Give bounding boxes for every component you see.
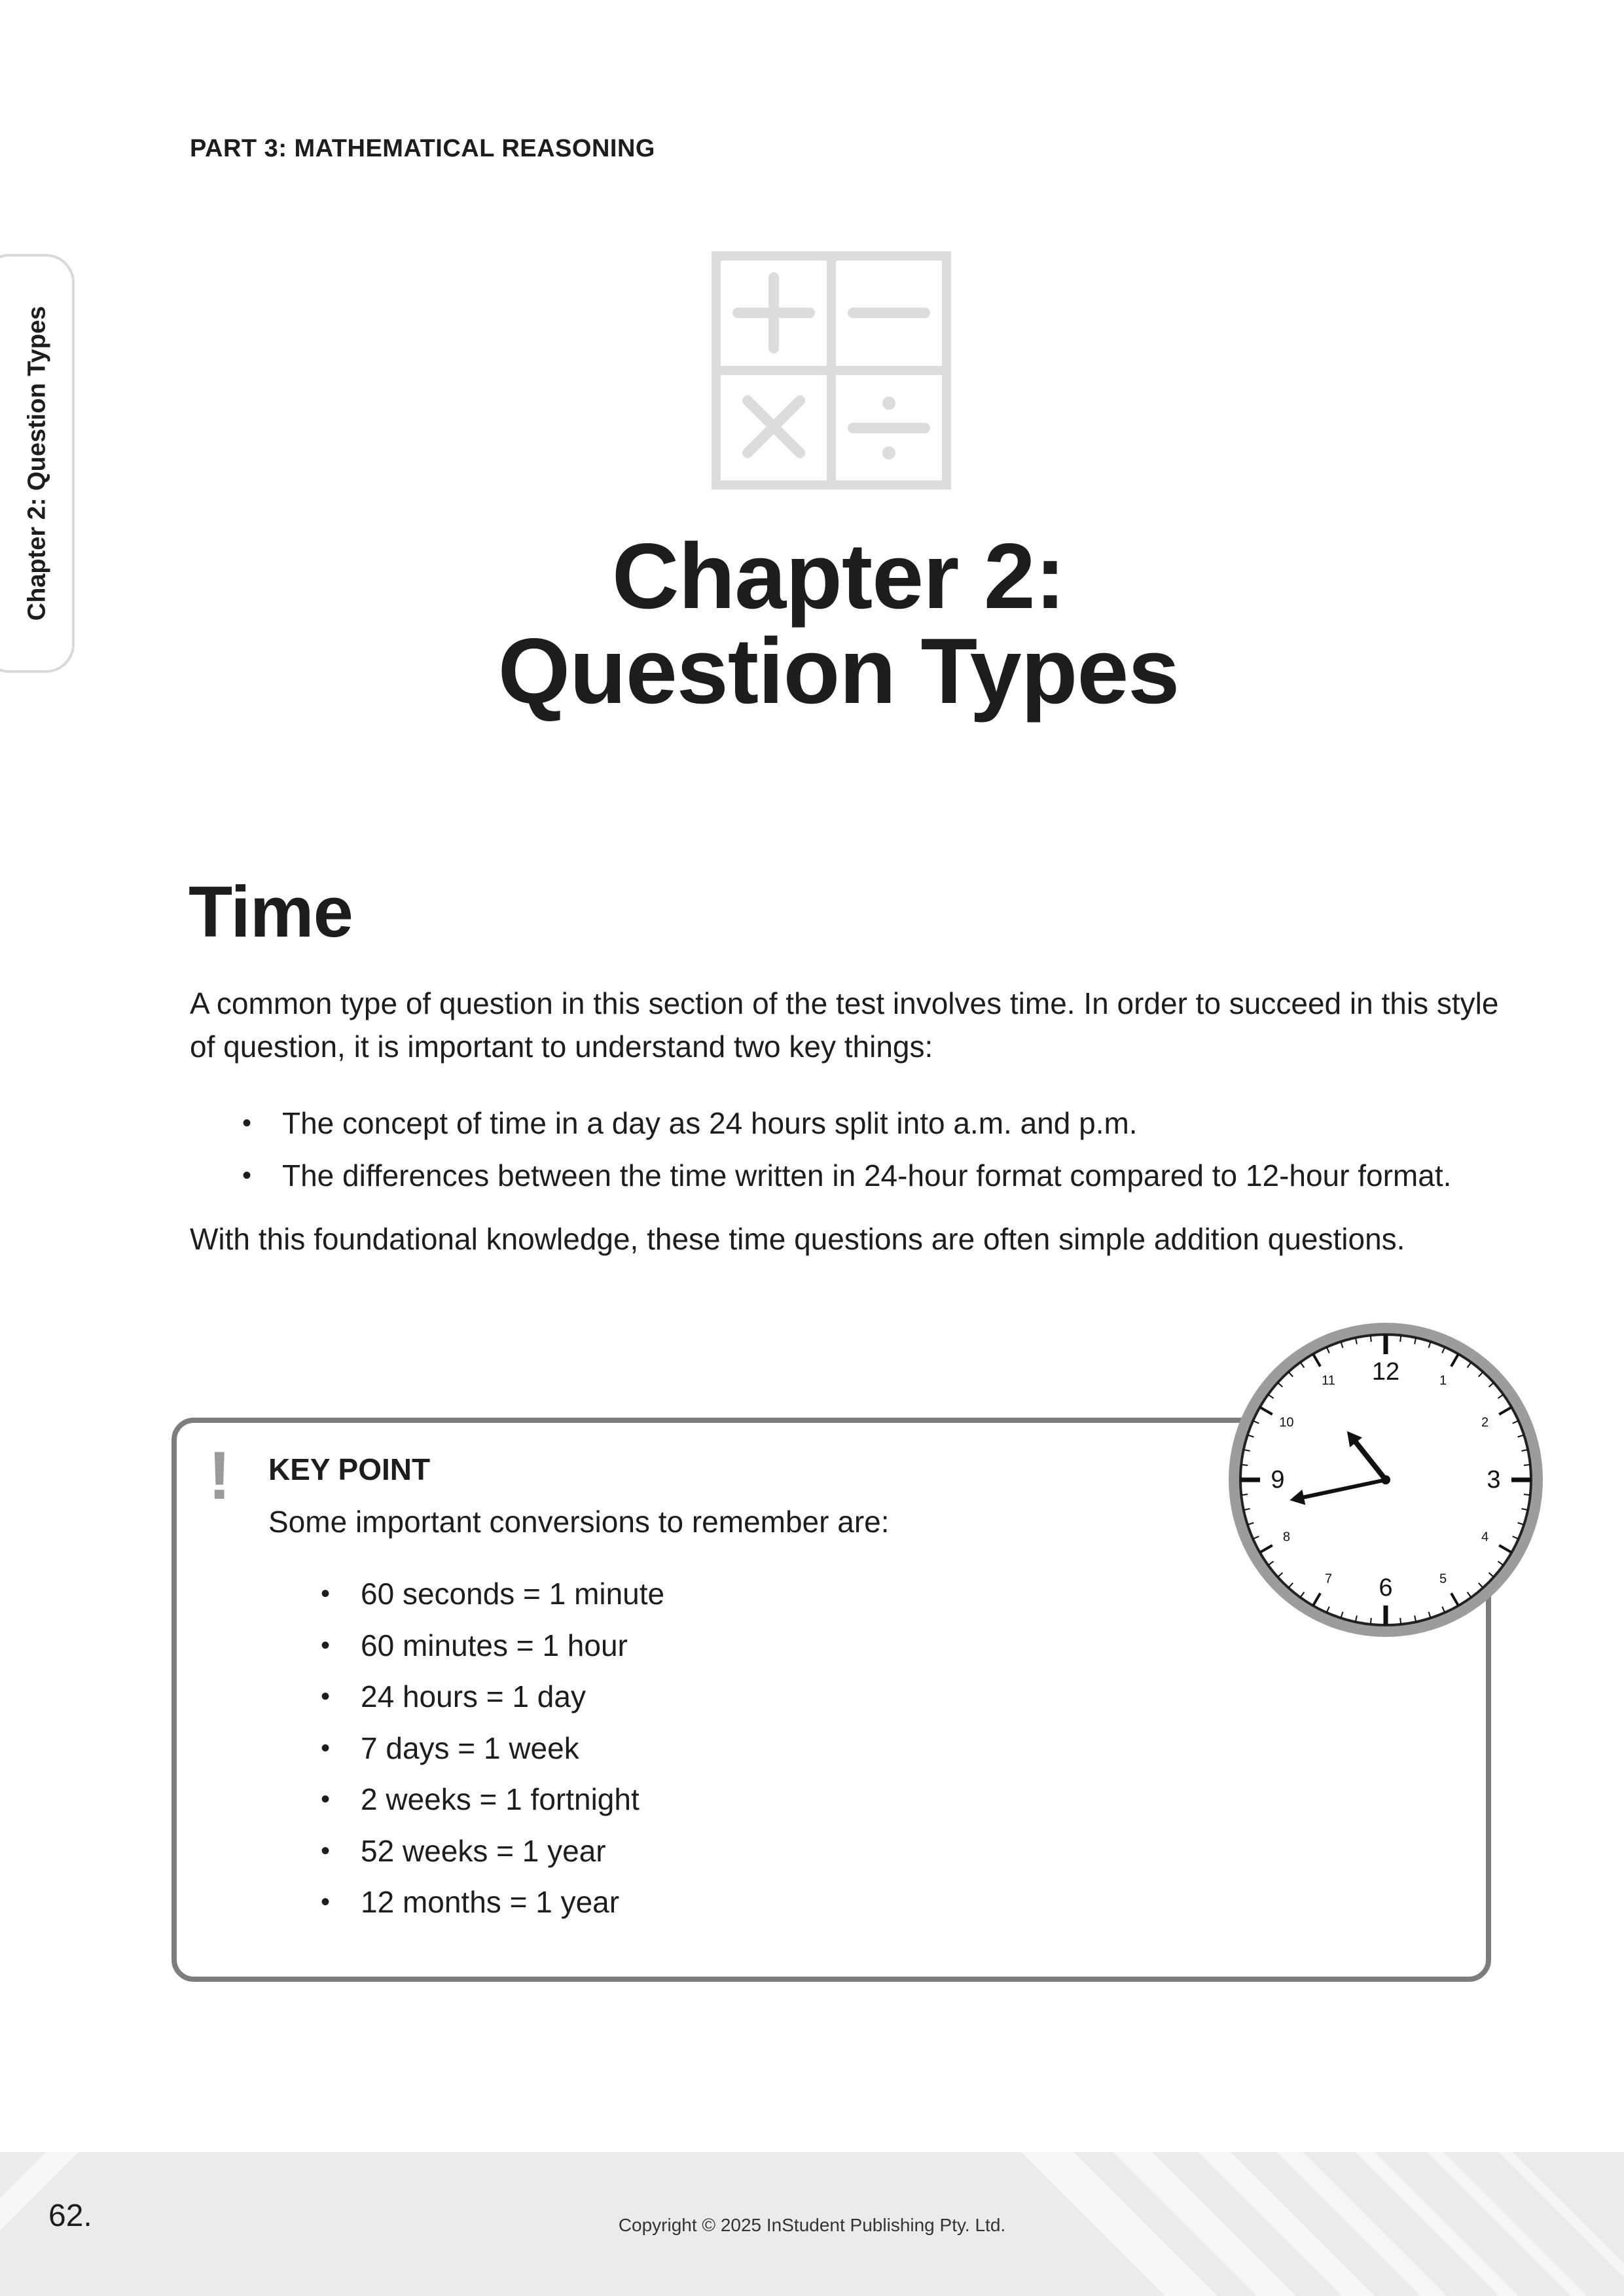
list-item: • 60 seconds = 1 minute [321, 1568, 664, 1620]
page-number: 62. [48, 2198, 92, 2233]
section-bullets [242, 1097, 1451, 1202]
list-item: • 52 weeks = 1 year [321, 1825, 664, 1877]
clock-number: 7 [1324, 1571, 1333, 1587]
list-item: • 24 hours = 1 day [321, 1671, 664, 1723]
clock-number: 10 [1279, 1415, 1294, 1430]
clock-number: 3 [1487, 1466, 1501, 1494]
clock-number: 5 [1439, 1571, 1447, 1587]
clock-center [1381, 1475, 1390, 1484]
part-header: PART 3: MATHEMATICAL REASONING [190, 135, 655, 162]
list-item: • The concept of time in a day as 24 hours split into a.m. and p.m. [242, 1097, 1451, 1149]
key-point-intro: Some important conversions to remember are: [268, 1505, 890, 1539]
list-item: • The differences between the time written in 24-hour format compared to 12-hour format. [242, 1149, 1451, 1202]
clock-tick [1400, 1618, 1401, 1624]
clock-tick [1241, 1494, 1248, 1495]
math-operations-icon [712, 251, 951, 490]
side-tab-label: Chapter 2: Question Types [23, 306, 51, 621]
clock-number: 11 [1322, 1373, 1335, 1388]
key-point-title: KEY POINT [268, 1452, 431, 1486]
clock-number: 1 [1439, 1373, 1447, 1388]
clock-tick [1400, 1335, 1401, 1342]
chapter-title-line-1: Chapter 2: [611, 524, 1066, 628]
list-item: • 60 minutes = 1 hour [321, 1620, 664, 1672]
section-title: Time [189, 872, 353, 952]
clock-number: 4 [1481, 1530, 1489, 1545]
list-item: • 2 weeks = 1 fortnight [321, 1774, 664, 1825]
section-outro: With this foundational knowledge, these time questions are often simple addition questions. [190, 1222, 1405, 1256]
clock-number: 12 [1371, 1358, 1400, 1386]
key-point-list [321, 1568, 664, 1928]
section-intro: A common type of question in this section of the test involves time. In order to succeed in this style of question, it is important to understand two key things: [190, 986, 1499, 1064]
clock-number: 9 [1271, 1466, 1285, 1494]
clock-number: 2 [1481, 1415, 1489, 1430]
chapter-title [0, 524, 1624, 723]
exclamation-icon: ! [208, 1438, 231, 1514]
list-item: • 7 days = 1 week [321, 1723, 664, 1774]
clock-icon [1225, 1319, 1546, 1640]
list-item: • 12 months = 1 year [321, 1876, 664, 1928]
chapter-title-line-2: Question Types [497, 619, 1180, 723]
clock-tick [1524, 1494, 1530, 1495]
clock-number: 6 [1379, 1574, 1393, 1602]
copyright: Copyright © 2025 InStudent Publishing Pty. Ltd. [618, 2215, 1006, 2235]
clock-number: 8 [1282, 1530, 1291, 1545]
